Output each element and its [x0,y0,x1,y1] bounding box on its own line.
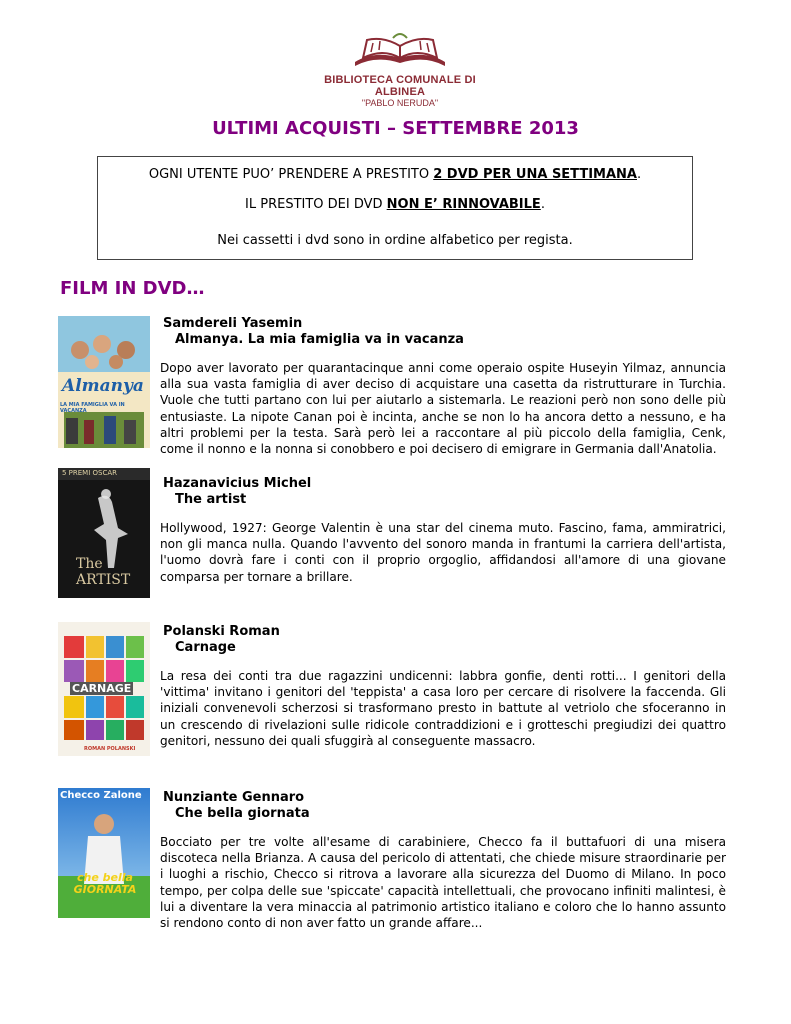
cover-title: The ARTIST [76,556,131,588]
film-cover [58,316,150,448]
notice-line-3: Nei cassetti i dvd sono in ordine alfabetico per regista. [217,233,573,248]
cover-title: che bella GIORNATA [73,871,137,896]
notice-emphasis: 2 DVD PER UNA SETTIMANA [433,167,637,182]
film-synopsis: Bocciato per tre volte all'esame di carabiniere, Checco fa il buttafuori di una misera discoteca nella Brianza. A causa del pericolo di attentati, che chiede misure straordinarie per i luoghi a rischio, Checco si ritrova a lavorare alla sicurezza del Duomo di Milano. In poco tempo, per colpa delle sue 'spiccate' capacità intellettuali, che provocano infiniti malintesi, è lui a diventare la vera minaccia al patrimonio artistico italiano e coloro che lo hanno assunto si rendono conto di non aver fatto un grande affare... [160,835,726,931]
library-logo [300,32,500,108]
film-title: Che bella giornata [175,806,310,821]
film-synopsis: Hollywood, 1927: George Valentin è una star del cinema muto. Fascino, fama, ammiratrici, non gli manca nulla. Quando l'avvento del sonoro manda in frantumi la carriera dell'artista, l'uomo dovrà fare i conti con il proprio orgoglio, affidandosi all'amore di una giovane comparsa per tornare a brillare. [160,521,726,584]
cover-subtitle: LA MIA FAMIGLIA VA IN VACANZA [60,402,125,414]
film-title: Almanya. La mia famiglia va in vacanza [175,332,464,347]
notice-text: IL PRESTITO DEI DVD [245,197,387,212]
section-title: FILM IN DVD… [60,278,205,299]
film-cover [58,622,150,756]
film-synopsis: Dopo aver lavorato per quarantacinque anni come operaio ospite Huseyin Yilmaz, annuncia alla sua vasta famiglia di aver deciso di acquistare una casetta da ristrutturare in Turchia. Vuole che tutti partano con lui per aiutarlo a sistemarla. Le reazioni però non sono delle più entusiaste. La nipote Canan poi è incinta, anche se non lo ha ancora detto a nessuno, e ha altri problemi per la testa. Sarà però lei a raccontare al più piccolo della famiglia, Cenk, come il nonno e la nonna si conobbero e poi decisero di emigrare in Germania dall'Anatolia. [160,361,726,457]
cover-actor-name: Checco Zalone [60,790,142,801]
cover-title: Almanya [62,376,144,396]
library-name: BIBLIOTECA COMUNALE DI ALBINEA [324,74,476,98]
notice-text: OGNI UTENTE PUO’ PRENDERE A PRESTITO [148,167,434,182]
notice-line-2 [98,197,692,212]
film-director: Polanski Roman [163,624,280,639]
film-director: Nunziante Gennaro [163,790,305,805]
film-director: Samdereli Yasemin [163,316,303,331]
notice-line-1 [98,167,692,182]
film-title: Carnage [175,640,236,655]
cover-title: CARNAGE [72,682,132,695]
cover-subtitle: ROMAN POLANSKI [84,746,136,752]
loan-notice-box [97,156,693,260]
notice-text: . [540,197,545,212]
film-cover [58,468,150,598]
notice-text: . [637,167,642,182]
film-synopsis: La resa dei conti tra due ragazzini undicenni: labbra gonfie, denti rotti... I genitori della 'vittima' invitano i genitori del 'teppista' a casa loro per cercare di risolvere la faccenda. Gli iniziali convenevoli scherzosi si trasformano presto in battute al vetriolo che sfoceranno in un crescendo di rivelazioni sulle ridicole contraddizioni e i grotteschi pregiudizi dei quattro genitori, nessuno dei quali sfuggirà al conseguente massacro. [160,669,726,748]
page-title: ULTIMI ACQUISTI – SETTEMBRE 2013 [212,118,579,139]
notice-emphasis: NON E’ RINNOVABILE [386,197,541,212]
film-cover [58,788,150,918]
film-title: The artist [175,492,247,507]
open-book-icon [345,32,455,72]
film-director: Hazanavicius Michel [163,476,312,491]
cover-award-banner: 5 PREMI OSCAR [62,469,118,477]
library-subtitle: "PABLO NERUDA" [361,98,439,108]
